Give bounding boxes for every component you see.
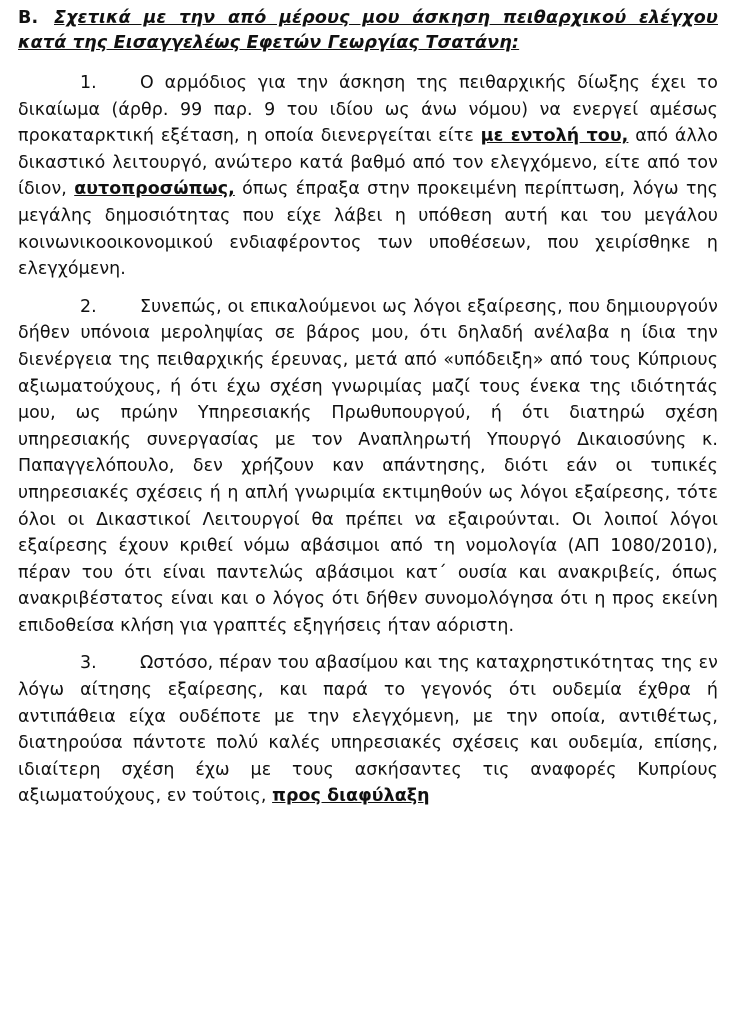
section-letter: B. [18,8,39,28]
paragraph-text: Συνεπώς, οι επικαλούμενοι ως λόγοι εξαίρεσης, που δημιουργούν δήθεν υπόνοια μεροληψίας σε βάρος μου, ότι δηλαδή ανέλαβα η ίδια την διενέργεια της πειθαρχικής έρευνας, μετά από «υπόδειξη» από τους Κύπριους αξιωματούχους, ή ότι έχω σχέση γνωριμίας μαζί τους ένεκα της ιδιότητάς μου, ως πρώην Υπηρεσιακής Πρωθυπουργού, ή ότι διατηρώ σχέση υπηρεσιακής συνεργασίας με τον Αναπληρωτή Υπουργό Δικαιοσύνης κ. Παπαγγελόπουλο, δεν χρήζουν καν απάντησης, διότι εάν οι τυπικές υπηρεσιακές σχέσεις ή η απλή γνωριμία εκτιμηθούν ως λόγοι εξαίρεσης, τότε όλοι οι Δικαστικοί Λειτουργοί θα πρέπει να εξαιρούνται. Οι λοιποί λόγοι εξαίρεσης έχουν κριθεί νόμω αβάσιμοι από τη νομολογία (ΑΠ 1080/2010), πέραν του ότι είναι παντελώς αβάσιμοι κατ΄ ουσία και ανακριβείς, όπως ανακριβέστατος είναι και ο λόγος ότι δήθεν συνομολόγησα ότι η προς εκείνη επιδοθείσα κλήση για γραπτές εξηγήσεις ήταν αόριστη. [18,296,718,636]
paragraph-text: Ο αρμόδιος για την άσκηση της πειθαρχικής δίωξης έχει το δικαίωμα (άρθρ. 99 παρ. 9 του ιδίου ως άνω νόμου) να ενεργεί αμέσως προκαταρκτική εξέταση, η οποία διενεργείται είτε [18,73,718,147]
paragraph-number: 3. [80,653,97,674]
paragraph-2 [18,294,718,640]
document-page [18,6,718,821]
paragraph-text: όπως έπραξα στην προκειμένη περίπτωση, λόγω της μεγάλης δημοσιότητας που είχε λάβει η υπόθεση αυτή και του μεγάλου κοινωνικοοικονομικού ενδιαφέροντος των υποθέσεων, που χειρίσθηκε η ελεγχόμενη. [18,179,718,280]
paragraph-3 [18,650,718,810]
section-title: Σχετικά με την από μέρους μου άσκηση πειθαρχικού ελέγχου κατά της Εισαγγελέως Εφετών Γεωργίας Τσατάνη: [18,8,718,53]
paragraph-text: από άλλο δικαστικό λειτουργό, ανώτερο κατά βαθμό από τον ελεγχόμενο, είτε από τον ίδιον, [18,126,719,200]
emphasis-text: αυτοπροσώπως, [74,179,235,200]
emphasis-text: με εντολή του, [480,126,629,147]
paragraph-number: 2. [80,296,97,317]
section-heading [18,6,718,56]
paragraph-1 [18,70,718,283]
paragraph-text: Ωστόσο, πέραν του αβασίμου και της καταχρηστικότητας της εν λόγω αίτησης εξαίρεσης, και παρά το γεγονός ότι ουδεμία έχθρα ή αντιπάθεια είχα ουδέποτε με την ελεγχόμενη, με την οποία, αντιθέτως, διατηρούσα πάντοτε πολύ καλές υπηρεσιακές σχέσεις και ουδεμία, επίσης, ιδιαίτερη σχέση έχω με τους ασκήσαντες τις αναφορές Κυπρίους αξιωματούχους, εν τούτοις, [18,653,718,807]
paragraph-number: 1. [80,73,97,93]
emphasis-text: προς διαφύλαξη [272,786,430,807]
